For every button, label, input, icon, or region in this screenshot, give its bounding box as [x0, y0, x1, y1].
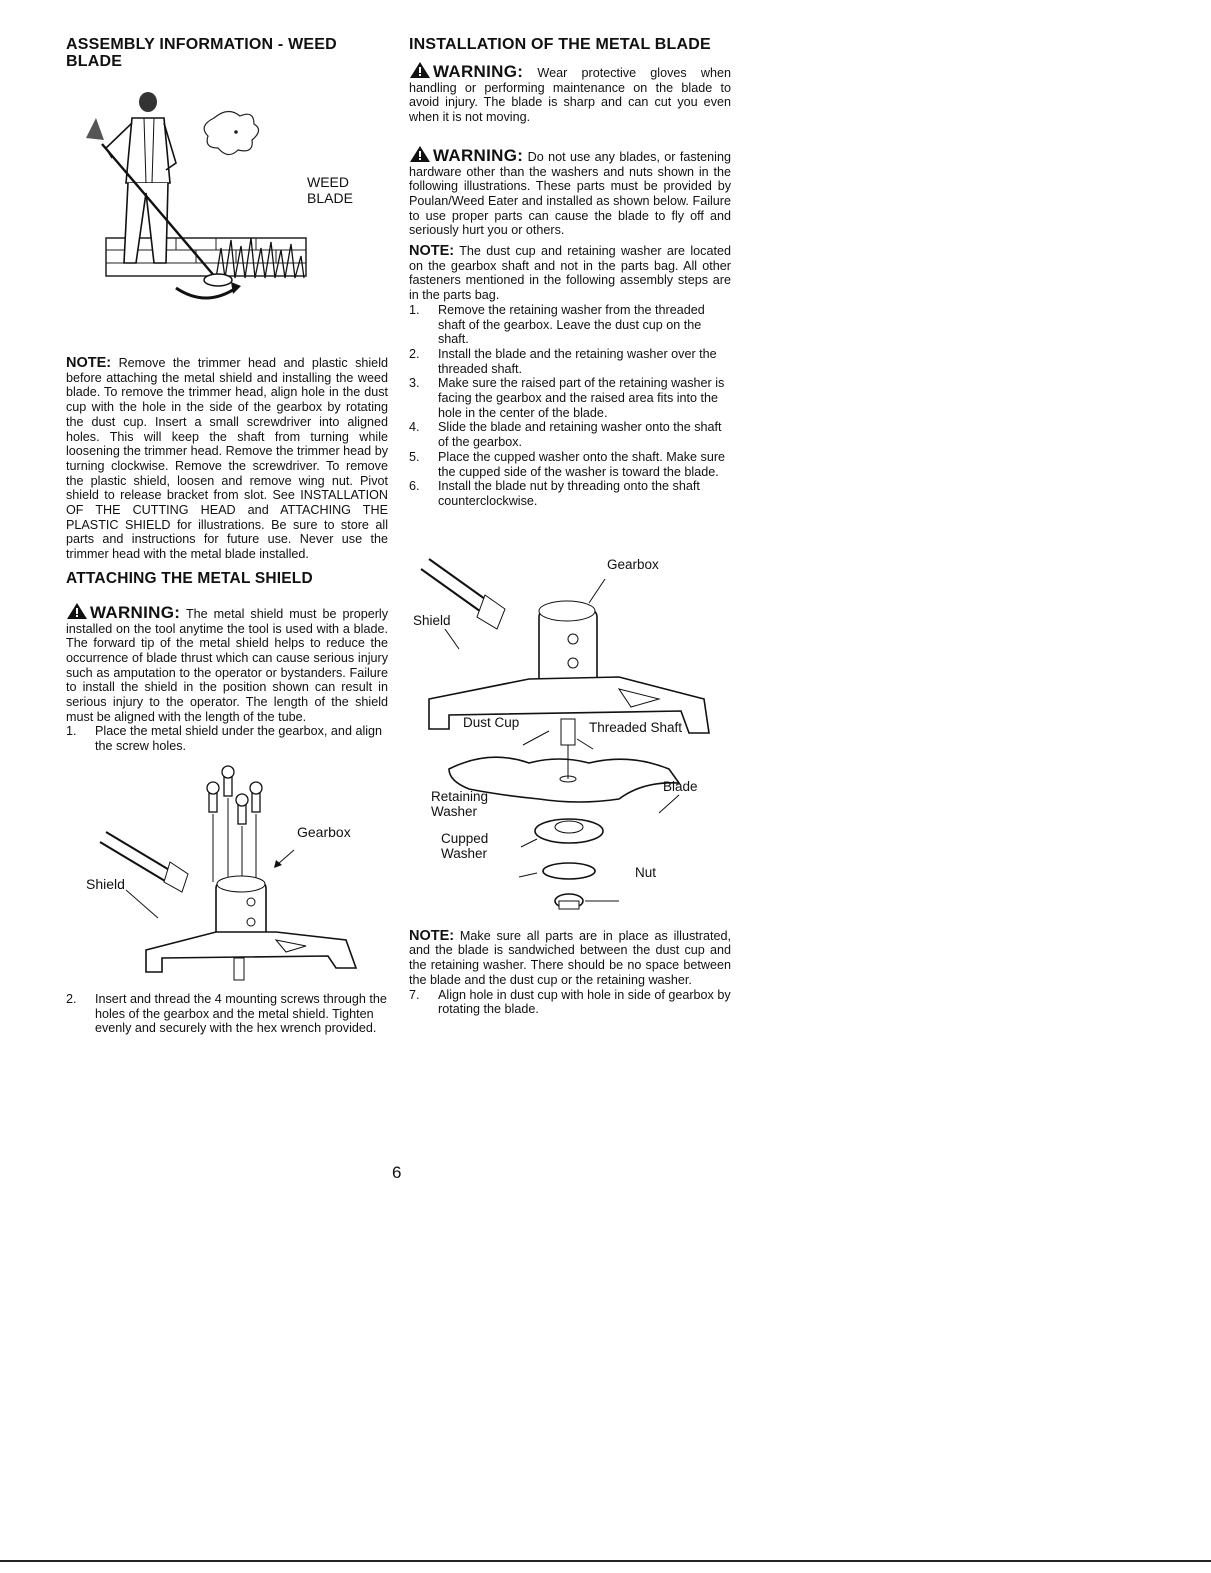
- step-text: Align hole in dust cup with hole in side of gearbox by rotating the blade.: [438, 987, 731, 1017]
- label-blade: Blade: [663, 778, 698, 794]
- note-paragraph: [409, 929, 731, 988]
- warning-icon: [409, 145, 431, 163]
- figure-blade-assembly: [409, 539, 731, 929]
- blade-steps: [409, 303, 731, 509]
- blade-assembly-illustration: [409, 539, 731, 929]
- list-item: [409, 303, 731, 347]
- list-item: [409, 988, 731, 1017]
- warning-label: WARNING:: [433, 145, 524, 165]
- label-dust-cup: Dust Cup: [463, 714, 520, 730]
- note-label: NOTE:: [409, 243, 455, 260]
- note-label: NOTE:: [66, 355, 112, 371]
- step-text: Remove the retaining washer from the threaded shaft of the gearbox. Leave the dust cup on the shaft.: [438, 302, 705, 347]
- step-number: 5.: [409, 449, 420, 464]
- label-shield: Shield: [413, 612, 451, 628]
- warning-icon: [409, 61, 431, 79]
- bottom-rule: [0, 1560, 1211, 1562]
- shield-steps: [66, 724, 388, 753]
- label-shield: Shield: [86, 875, 125, 892]
- warning-text: Wear protective gloves when handling or performing maintenance on the blade to avoid injury. The blade is sharp and can cut you even when it is not moving.: [409, 66, 731, 125]
- step-number: 7.: [409, 987, 420, 1002]
- label-retaining-washer-1: Retaining: [431, 788, 489, 804]
- section-heading-install-blade: INSTALLATION OF THE METAL BLADE: [409, 36, 711, 53]
- note-text: Remove the trimmer head and plastic shield before attaching the metal shield and installing the weed blade. To remove the trimmer head, align hole in the dust cup with the hole in the side of the gearbox by rotating the dust cup. Insert a small screwdriver into aligned holes. This will keep the shaft from turning while loosening the trimmer head. Remove the trimmer head by turning clockwise. Remove the screwdriver. To remove the plastic shield, loosen and remove wing nut. Pivot shield to release bracket from slot. See INSTALLATION OF THE CUTTING HEAD and ATTACHING THE PLASTIC SHIELD for illustrations. Be sure to store all parts and instructions for future use. Never use the trimmer head with the metal blade installed.: [66, 356, 388, 562]
- label-cupped-washer-1: Cupped: [441, 830, 489, 846]
- step-text: Slide the blade and retaining washer onto the shaft of the gearbox.: [438, 420, 722, 450]
- warning-icon: [66, 602, 88, 620]
- step-number: 4.: [409, 420, 420, 435]
- label-gearbox: Gearbox: [607, 556, 659, 572]
- warning-label: WARNING:: [433, 62, 524, 81]
- warning-text: Do not use any blades, or fastening hardware other than the washers and nuts shown in the following illustrations. These parts must be provided by Poulan/Weed Eater and installed as shown below. Failure to use proper parts can cause the blade to fly off and seriously hurt you or others.: [409, 149, 731, 238]
- step-text: Insert and thread the 4 mounting screws through the holes of the gearbox and the metal shield. Tighten evenly and securely with the hex wrench provided.: [95, 991, 387, 1036]
- label-threaded-shaft: Threaded Shaft: [589, 719, 683, 735]
- page-number: 6: [392, 1163, 402, 1182]
- list-item: [66, 992, 388, 1036]
- step-text: Place the cupped washer onto the shaft. Make sure the cupped side of the washer is toward the blade.: [438, 449, 726, 479]
- step-number: 1.: [409, 302, 420, 317]
- label-cupped-washer-2: Washer: [441, 845, 488, 861]
- warning-label: WARNING:: [90, 602, 181, 622]
- list-item: [409, 347, 731, 376]
- label-gearbox: Gearbox: [297, 823, 351, 840]
- warning-paragraph: [409, 145, 731, 238]
- note-label: NOTE:: [409, 927, 455, 944]
- note-paragraph: [409, 244, 731, 303]
- list-item: [409, 479, 731, 508]
- step-text: Install the blade and the retaining washer over the threaded shaft.: [438, 346, 717, 376]
- right-column: [409, 36, 731, 1017]
- left-column: [66, 36, 388, 1036]
- label-blade: BLADE: [307, 190, 353, 206]
- step-text: Place the metal shield under the gearbox, and align the screw holes.: [95, 724, 383, 754]
- note-text: The dust cup and retaining washer are located on the gearbox shaft and not in the parts bag. All other fasteners mentioned in the following assembly steps are in the parts bag.: [409, 244, 731, 303]
- shield-gearbox-illustration: [66, 762, 366, 982]
- note-paragraph: [66, 356, 388, 562]
- section-heading-metal-shield: ATTACHING THE METAL SHIELD: [66, 569, 313, 587]
- step-number: 1.: [66, 724, 77, 739]
- section-heading-weed-blade: ASSEMBLY INFORMATION - WEED BLADE: [66, 36, 337, 70]
- warning-text: The metal shield must be properly installed on the tool anytime the tool is used with a blade. The forward tip of the metal shield helps to reduce the occurrence of blade thrust which can cause serious injury such as amputation to the operator or bystanders. Failure to install the shield in the position shown can result in serious injury to the operator. The length of the shield must be aligned with the length of the tube.: [66, 606, 388, 724]
- step-number: 6.: [409, 479, 420, 494]
- list-item: [409, 420, 731, 449]
- list-item: [409, 376, 731, 420]
- step-text: Make sure the raised part of the retaining washer is facing the gearbox and the raised area fits into the hole in the center of the blade.: [438, 376, 725, 420]
- step-number: 2.: [409, 346, 420, 361]
- label-nut: Nut: [635, 864, 657, 880]
- list-item: [409, 450, 731, 479]
- list-item: [66, 724, 388, 753]
- step-number: 3.: [409, 376, 420, 391]
- step-text: Install the blade nut by threading onto the shaft counterclockwise.: [438, 479, 700, 508]
- step-number: 2.: [66, 991, 77, 1006]
- label-retaining-washer-2: Washer: [431, 803, 478, 819]
- warning-paragraph: [409, 61, 731, 125]
- figure-metal-shield: [66, 762, 388, 982]
- note-text: Make sure all parts are in place as illustrated, and the blade is sandwiched between the dust cup and the retaining washer. There should be no space between the blade and the dust cup or the retaining washer.: [409, 928, 731, 987]
- blade-steps-continued: [409, 988, 731, 1017]
- figure-operator-weed-blade: [66, 88, 388, 316]
- warning-paragraph: [66, 602, 388, 725]
- shield-steps-continued: [66, 992, 388, 1036]
- label-weed: WEED: [307, 174, 349, 190]
